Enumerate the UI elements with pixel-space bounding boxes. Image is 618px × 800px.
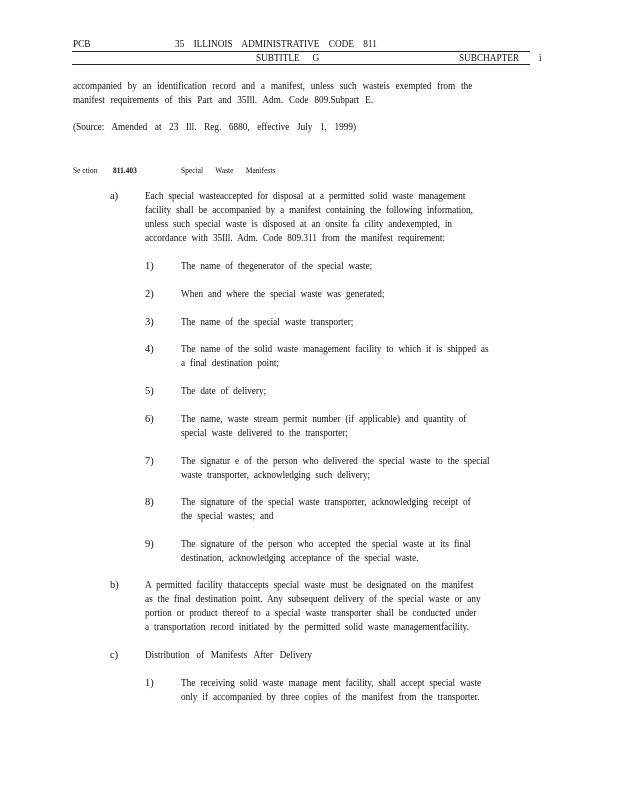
item-a-8-line-2: the special wastes; and xyxy=(181,511,274,522)
item-a-label: a) xyxy=(110,191,119,202)
item-a-3-line-1: The name of the special waste transporter; xyxy=(181,317,354,328)
item-a-7-line-1: The signatur e of the person who delivered the special waste to the special xyxy=(181,456,490,467)
item-a-8-num: 8) xyxy=(145,497,154,508)
item-a-9-line-1: The signature of the person who accepted the special waste at its final xyxy=(181,539,471,550)
item-a-6-line-1: The name, waste stream permit number (if applicable) and quantity of xyxy=(181,414,467,425)
section-title: Special Waste Manifests xyxy=(181,165,276,175)
header-chapter: SUBCHAPTER xyxy=(459,53,520,64)
item-a-6-line-2: special waste delivered to the transporter; xyxy=(181,428,348,439)
item-a-5-line-1: The date of delivery; xyxy=(181,386,267,397)
header-subtitle: SUBTITLE G xyxy=(256,53,320,64)
item-a-line-4: accordance with 35Ill. Adm. Code 809.311 from the manifest requirement: xyxy=(145,233,446,244)
item-b-line-3: portion or product thereof to a special waste transporter shall be conducted under xyxy=(145,608,477,619)
item-b-line-2: as the final destination point. Any subsequent delivery of the special waste or any xyxy=(145,594,481,605)
item-c-1-num: 1) xyxy=(145,678,154,689)
header-title: 35 ILLINOIS ADMINISTRATIVE CODE 811 xyxy=(175,39,377,50)
item-c-title: Distribution of Manifests After Delivery xyxy=(145,650,312,661)
item-a-7-line-2: waste transporter, acknowledging such delivery; xyxy=(181,470,371,481)
item-a-4-line-1: The name of the solid waste management facility to which it is shipped as xyxy=(181,344,489,355)
item-a-line-3: unless such special waste is disposed at an onsite fa cility andexempted, in xyxy=(145,219,453,230)
item-c-1-line-1: The receiving solid waste manage ment facility, shall accept special waste xyxy=(181,678,482,689)
item-a-9-line-2: destination, acknowledging acceptance of the special waste. xyxy=(181,553,419,564)
item-a-2-line-1: When and where the special waste was generated; xyxy=(181,289,385,300)
header-rule-bottom xyxy=(72,64,530,65)
item-c-1-line-2: only if accompanied by three copies of the manifest from the transporter. xyxy=(181,692,480,703)
item-a-4-line-2: a final destination point; xyxy=(181,358,279,369)
section-number: 811.403 xyxy=(113,165,137,175)
item-a-line-1: Each special wasteaccepted for disposal at a permitted solid waste management xyxy=(145,191,466,202)
item-a-1-line-1: The name of thegenerator of the special waste; xyxy=(181,261,373,272)
item-b-label: b) xyxy=(110,580,119,591)
item-a-1-num: 1) xyxy=(145,261,154,272)
item-a-3-num: 3) xyxy=(145,317,154,328)
item-b-line-1: A permitted facility thataccepts special waste must be designated on the manifest xyxy=(145,580,474,591)
item-a-2-num: 2) xyxy=(145,289,154,300)
item-a-6-num: 6) xyxy=(145,414,154,425)
item-c-label: c) xyxy=(110,650,119,661)
item-a-line-2: facility shall be accompanied by a manifest containing the following information, xyxy=(145,205,473,216)
item-a-9-num: 9) xyxy=(145,539,154,550)
item-a-4-num: 4) xyxy=(145,344,154,355)
item-b-line-4: a transportation record initiated by the permitted solid waste managementfacility. xyxy=(145,622,469,633)
header-left: PCB xyxy=(73,39,91,50)
section-label: Se ction xyxy=(73,165,98,175)
source-note: (Source: Amended at 23 Ill. Reg. 6880, effective July 1, 1999) xyxy=(73,122,357,133)
header-chapter-suffix: i xyxy=(539,53,542,64)
intro-line-1: accompanied by an identification record and a manifest, unless such wasteis exempted from the xyxy=(73,81,473,92)
item-a-7-num: 7) xyxy=(145,456,154,467)
item-a-5-num: 5) xyxy=(145,386,154,397)
item-a-8-line-1: The signature of the special waste transporter, acknowledging receipt of xyxy=(181,497,471,508)
intro-line-2: manifest requirements of this Part and 35Ill. Adm. Code 809.Subpart E. xyxy=(73,95,374,106)
